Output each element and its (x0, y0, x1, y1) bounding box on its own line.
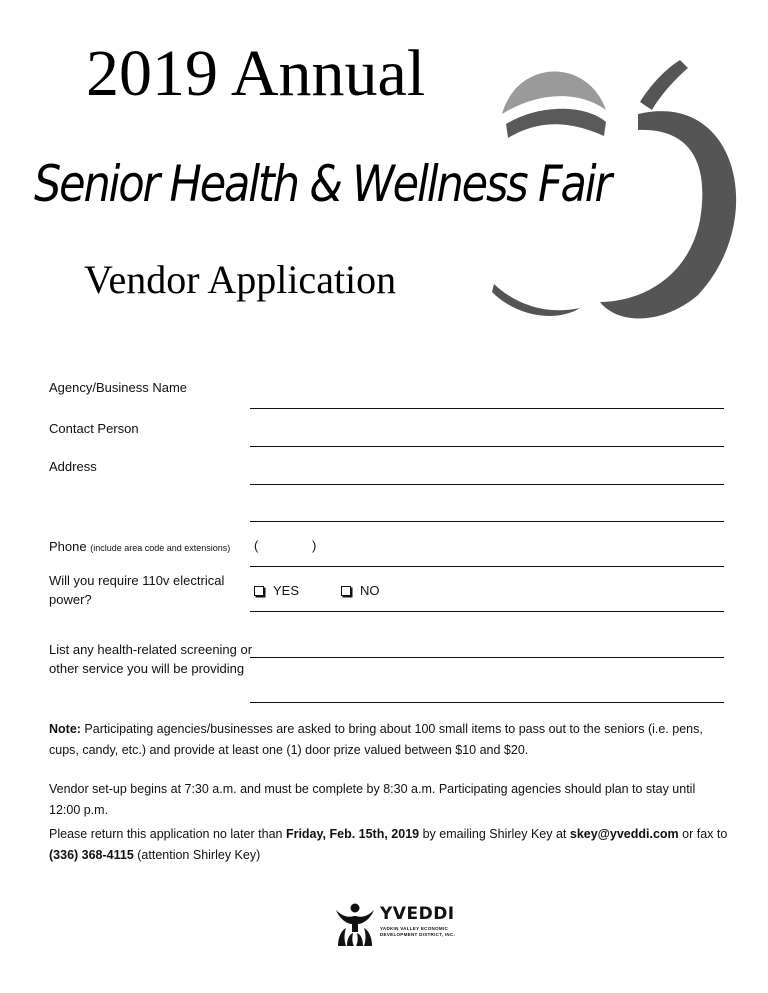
phone-label (49, 537, 230, 558)
address-label: Address (49, 459, 97, 474)
services-label-line-2: other service you will be providing (49, 661, 245, 676)
power-question-line-2: power? (49, 592, 92, 607)
phone-hint: (include area code and extensions) (90, 543, 231, 553)
power-question-line-1: Will you require 110v electrical (49, 573, 225, 588)
return-text-c: or fax to (678, 827, 728, 841)
page-subtitle: Vendor Application (84, 257, 397, 302)
services-label (49, 640, 252, 678)
power-question (49, 571, 224, 609)
return-email: skey@yveddi.com (569, 827, 679, 841)
note-label: Note: (49, 722, 81, 736)
phone-label-text: Phone (49, 539, 87, 554)
phone-field (250, 566, 724, 567)
power-no-option[interactable] (341, 583, 380, 599)
contact-label: Contact Person (49, 421, 139, 436)
apple-graphic-icon (488, 40, 748, 330)
note-paragraph (49, 719, 729, 761)
note-text-2: cups, candy, etc.) and provide at least one (1) door prize valued between $10 and $20. (49, 743, 529, 757)
note-text-1: Participating agencies/businesses are asked to bring about 100 small items to pass out to the seniors (i.e. pens, (80, 722, 703, 736)
logo-name: YVEDDI (380, 904, 455, 924)
contact-field (250, 446, 724, 447)
agency-label: Agency/Business Name (49, 380, 188, 395)
phone-paren-open: ( (254, 538, 259, 553)
setup-paragraph (49, 779, 729, 821)
return-text-a: Please return this application no later than (49, 827, 286, 841)
return-date: Friday, Feb. 15th, 2019 (285, 827, 420, 841)
return-fax: (336) 368-4115 (49, 848, 134, 862)
return-text-b: by emailing Shirley Key at (419, 827, 570, 841)
return-paragraph (49, 824, 729, 866)
setup-text-1: Vendor set-up begins at 7:30 a.m. and must be complete by 8:30 a.m. Participating agencies should plan to stay until (49, 782, 696, 796)
logo-subtitle: YADKIN VALLEY ECONOMIC DEVELOPMENT DISTRICT, INC. (380, 926, 456, 937)
page-title-year: 2019 Annual (86, 37, 426, 110)
setup-text-2: 12:00 p.m. (49, 803, 109, 817)
phone-paren-close: ) (312, 538, 317, 553)
checkbox-icon[interactable] (341, 586, 351, 596)
power-field-line (250, 611, 724, 612)
checkbox-icon[interactable] (254, 586, 264, 596)
yveddi-logo-icon (332, 902, 378, 948)
agency-field (250, 408, 724, 409)
services-field-line-1 (250, 657, 724, 658)
page-title-fair: Senior Health & Wellness Fair (34, 155, 611, 213)
power-yes-label: YES (273, 583, 300, 598)
power-no-label: NO (360, 583, 380, 598)
return-text-d: (attention Shirley Key) (133, 848, 261, 862)
services-label-line-1: List any health-related screening or (49, 642, 253, 657)
services-field-line-2 (250, 702, 724, 703)
address-field-line-2 (250, 521, 724, 522)
power-yes-option[interactable] (254, 583, 299, 599)
address-field-line-1 (250, 484, 724, 485)
